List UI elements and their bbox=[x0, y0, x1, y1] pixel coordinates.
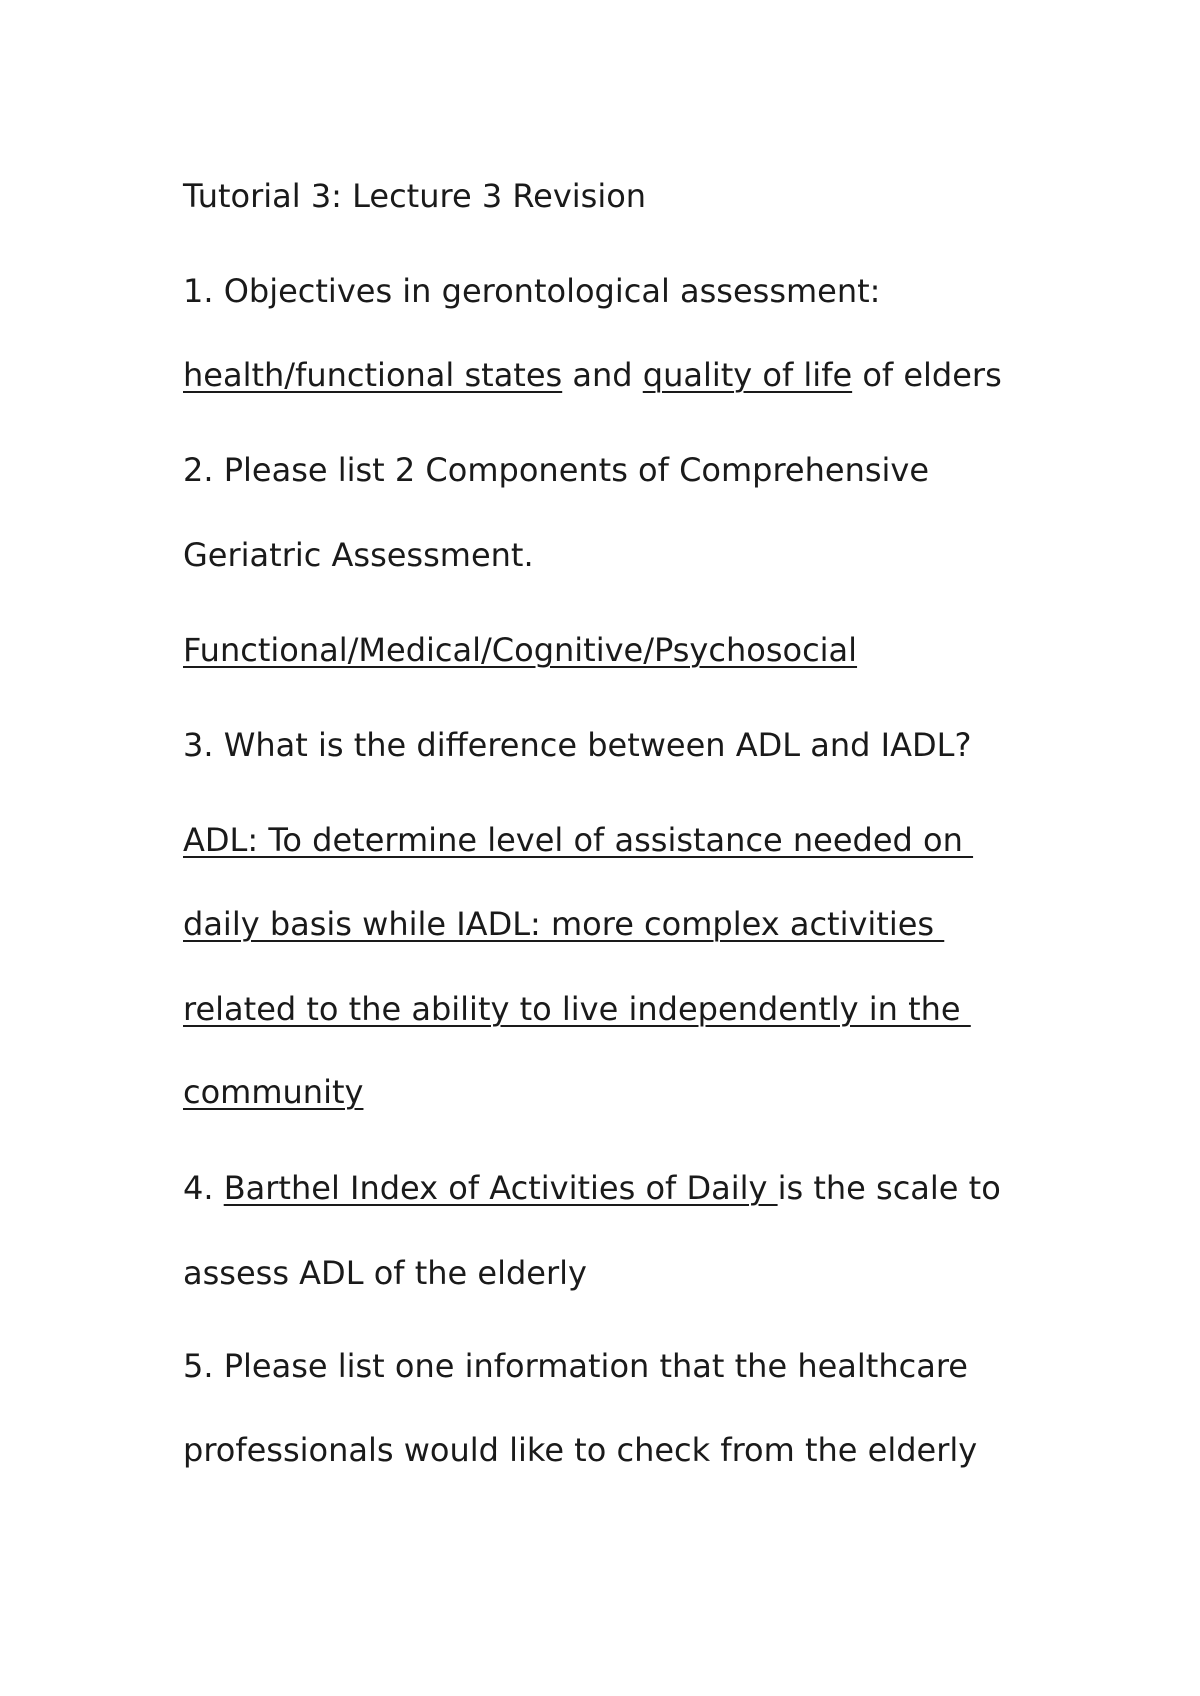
answer-3-text-3: related to the ability to live independently in the bbox=[183, 990, 971, 1028]
question-4-line-1 bbox=[183, 1168, 1001, 1208]
answer-2 bbox=[183, 630, 857, 670]
answer-2-text: Functional/Medical/Cognitive/Psychosocial bbox=[183, 631, 858, 669]
answer-1-term-health: health/functional states bbox=[183, 356, 563, 394]
answer-3-text-4: community bbox=[183, 1073, 364, 1111]
question-4-line-2: assess ADL of the elderly bbox=[183, 1254, 587, 1292]
question-5-line-1: 5. Please list one information that the healthcare bbox=[183, 1347, 968, 1385]
question-4-prefix: 4. bbox=[183, 1169, 224, 1207]
answer-3-line-4 bbox=[183, 1072, 363, 1112]
answer-3-text-1: ADL: To determine level of assistance needed on bbox=[183, 821, 974, 859]
answer-1-connector: and bbox=[562, 356, 643, 394]
answer-1-term-quality: quality of life bbox=[642, 356, 853, 394]
question-5-line-2: professionals would like to check from the elderly bbox=[183, 1431, 978, 1469]
answer-3-line-3 bbox=[183, 989, 971, 1029]
question-3: 3. What is the difference between ADL and IADL? bbox=[183, 726, 972, 764]
question-2-line-2: Geriatric Assessment. bbox=[183, 536, 534, 574]
answer-1-suffix: of elders bbox=[852, 356, 1002, 394]
answer-3-text-2: daily basis while IADL: more complex activities bbox=[183, 905, 945, 943]
answer-1 bbox=[183, 355, 1002, 395]
answer-3-line-1 bbox=[183, 820, 973, 860]
answer-4-text: Barthel Index of Activities of Daily bbox=[223, 1169, 778, 1207]
answer-3-line-2 bbox=[183, 904, 944, 944]
document-title: Tutorial 3: Lecture 3 Revision bbox=[183, 177, 647, 215]
question-4-suffix: is the scale to bbox=[777, 1169, 1001, 1207]
question-2-line-1: 2. Please list 2 Components of Comprehensive bbox=[183, 451, 930, 489]
question-1: 1. Objectives in gerontological assessment: bbox=[183, 272, 881, 310]
